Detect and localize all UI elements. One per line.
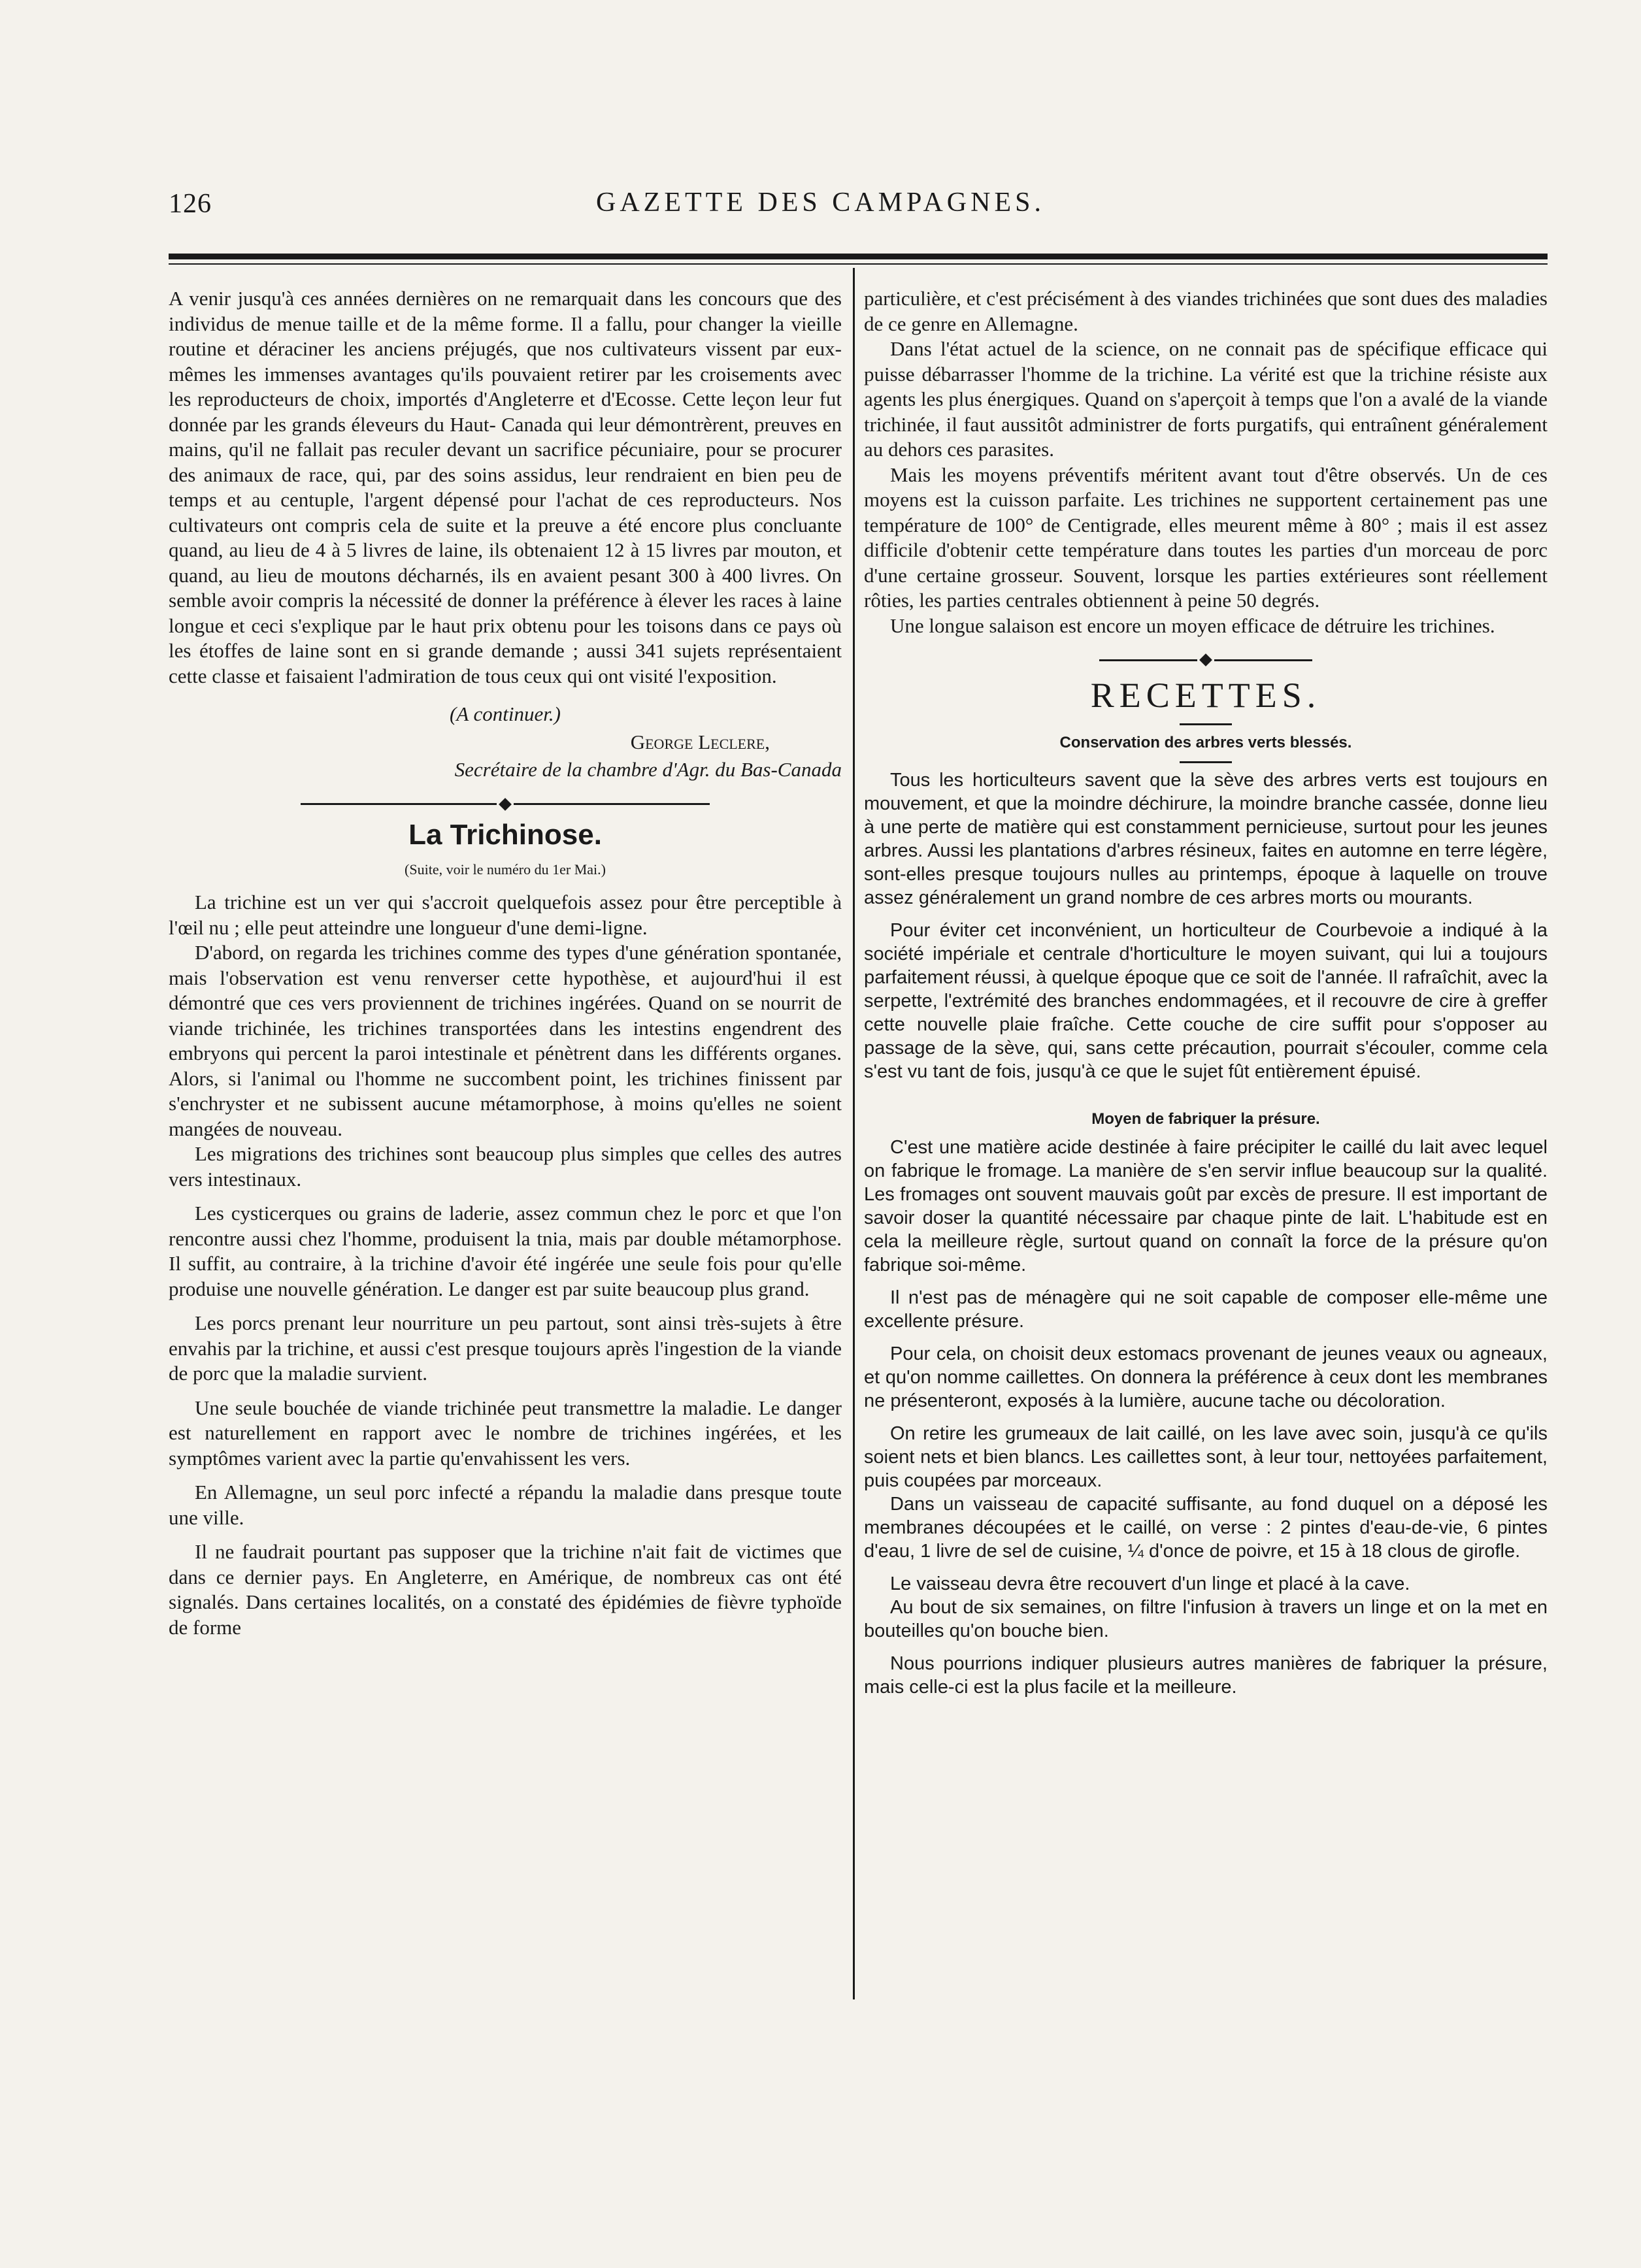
article-title: La Trichinose.	[408, 818, 602, 851]
recipe-paragraph: Tous les horticulteurs savent que la sève des arbres verts est toujours en mouvement, et que la moindre déchirure, la moindre branche cassée, donne lieu à une perte de matière qui est constamment pernicieuse, surtout pour les jeunes arbres. Aussi les plantations d'arbres résineux, faites en automne en terre légère, sont-elles presque toujours nulles au printemps, époque à laquelle on trouve assez généralement un grand nombre de ces arbres morts ou mourants.	[864, 769, 1548, 908]
header-rule-thin	[169, 263, 1548, 265]
article-paragraph: D'abord, on regarda les trichines comme des types d'une génération spontanée, mais l'observation est venu renverser cette hypothèse, et aujourd'hui il est démontré que ces vers proviennent de trichines ingérées. Quand on se nourrit de viande trichinée, les trichines transportées dans les intestins engendrent des embryons qui percent la paroi intestinale et pénètrent dans les différents organes. Alors, si l'animal ou l'homme ne succombent point, les trichines finissent par s'enchryster et ne subissent aucune métamorphose, à moins qu'elles ne soient mangées de nouveau.	[169, 941, 842, 1140]
article-paragraph: La trichine est un ver qui s'accroit quelquefois assez pour être perceptible à l'œil nu ; elle peut atteindre une longueur d'une demi-ligne.	[169, 891, 842, 939]
opening-paragraph: A venir jusqu'à ces années dernières on ne remarquait dans les concours que des individus de menue taille et de la même forme. Il a fallu, pour changer la vieille routine et déraciner les anciens préjugés, que nos cultivateurs vissent par eux-mêmes les immenses avantages qu'ils pouvaient retirer par les croisements avec les reproducteurs de choix, importés d'Angleterre et d'Ecosse. Cette leçon leur fut donnée par les grands éleveurs du Haut- Canada qui leur démontrèrent, preuves en mains, qu'il ne fallait pas reculer devant un sacrifice pécuniaire, pour se procurer des animaux de race, qui, par des soins assidus, leur rendraient en bien peu de temps et au centuple, l'argent dépensé pour l'achat de ces reproducteurs. Nos cultivateurs ont compris cela de suite et la preuve a été encore plus concluante quand, au lieu de 4 à 5 livres de laine, ils obtenaient 12 à 15 livres par mouton, et quand, au lieu de moutons décharnés, ils en avaient pesant 300 à 400 livres. On semble avoir compris la nécessité de donner la préférence à élever les races à laine longue et ceci s'explique par le haut prix obtenu pour les toisons dans ce pays où les étoffes de laine sont en si grande demande ; aussi 341 sujets représentaient cette classe et faisaient l'admiration de tous ceux qui ont visité l'exposition.	[169, 287, 842, 687]
recipe-paragraph: Il n'est pas de ménagère qui ne soit capable de composer elle-même une excellente présure.	[864, 1287, 1548, 1332]
recipe-paragraph: Pour cela, on choisit deux estomacs provenant de jeunes veaux ou agneaux, et qu'on nomme caillettes. On donnera la préférence à ceux dont les membranes ne présenteront, exposés à la lumière, aucune tache ou décoloration.	[864, 1343, 1548, 1411]
article-paragraph: Mais les moyens préventifs méritent avant tout d'être observés. Un de ces moyens est la cuisson parfaite. Les trichines ne supportent certainement pas une température de 100° de Centigrade, elles meurent même à 80° ; mais il est assez difficile d'obtenir cette température dans toutes les parties d'un morceau de porc d'une certaine grosseur. Souvent, lorsque les parties extérieures sont réellement rôties, les parties centrales obtiennent à peine 50 degrés.	[864, 463, 1548, 612]
newspaper-masthead: GAZETTE DES CAMPAGNES.	[596, 188, 1045, 218]
article-note: (Suite, voir le numéro du 1er Mai.)	[405, 861, 606, 878]
article-paragraph: Les porcs prenant leur nourriture un peu partout, sont ainsi très-sujets à être envahis par la trichine, et aussi c'est presque toujours après l'ingestion de la viande de porc que la maladie survient.	[169, 1311, 842, 1385]
article-paragraph: Il ne faudrait pourtant pas supposer que la trichine n'ait fait de victimes que dans ce dernier pays. En Angleterre, en Amérique, de nombreux cas ont été signalés. Dans certaines localités, on a constaté des épidémies de fièvre typhoïde de forme	[169, 1540, 842, 1639]
page-number: 126	[169, 189, 212, 219]
recipe-paragraph: Nous pourrions indiquer plusieurs autres manières de fabriquer la présure, mais celle-ci est la plus facile et la meilleure.	[864, 1653, 1548, 1698]
article-paragraph: Une seule bouchée de viande trichinée peut transmettre la maladie. Le danger est naturellement en rapport avec le nombre de trichines ingérées, et les symptômes varient avec la partie qu'envahissent les vers.	[169, 1396, 842, 1470]
recipe-body	[864, 768, 1548, 1083]
article-paragraph: particulière, et c'est précisément à des viandes trichinées que sont dues des maladies de ce genre en Allemagne.	[864, 287, 1548, 335]
recipe-paragraph: Au bout de six semaines, on filtre l'infusion à travers un linge et on la met en bouteilles qu'on bouche bien.	[864, 1597, 1548, 1641]
right-column	[864, 286, 1548, 1699]
recipe-paragraph: On retire les grumeaux de lait caillé, on les lave avec soin, jusqu'à ce qu'ils soient nets et bien blancs. Les caillettes sont, à leur tour, nettoyées parfaitement, puis coupées par morceaux.	[864, 1423, 1548, 1491]
short-rule	[1180, 723, 1232, 725]
article-paragraph: Les cysticerques ou grains de laderie, assez commun chez le porc et que l'on rencontre aussi chez l'homme, produisent la tnia, mais par double métamorphose. Il suffit, au contraire, à la trichine d'avoir été ingérée une seule fois pour qu'elle produise une nouvelle génération. Le danger est par suite beaucoup plus grand.	[169, 1202, 842, 1300]
left-column	[169, 286, 842, 1640]
section-ornament	[864, 655, 1548, 665]
author-name: George Leclere,	[630, 730, 770, 753]
recipe-paragraph: C'est une matière acide destinée à faire précipiter le caillé du lait avec lequel on fabrique le fromage. La manière de s'en servir influe beaucoup sur la qualité. Les fromages ont souvent mauvais goût par excès de presure. Il est important de savoir doser la quantité nécessaire par chaque pinte de lait. L'habitude est en cela la meilleure règle, surtout quand on connaît la force de la présure qu'on fabrique soi-même.	[864, 1137, 1548, 1275]
article-paragraph: En Allemagne, un seul porc infecté a répandu la maladie dans presque toute une ville.	[169, 1481, 842, 1529]
recipe-paragraph: Pour éviter cet inconvénient, un horticulteur de Courbevoie a indiqué à la société impériale et centrale d'horticulture le moyen suivant, qui lui a toujours parfaitement réussi, à quelque époque que ce soit de l'année. Il rafraîchit, avec la serpette, l'extrémité des branches endommagées, et il recouvre de cire à greffer cette nouvelle plaie fraîche. Cette couche de cire suffit pour s'opposer au passage de la sève, qui, sans cette précaution, pourrait s'écouler, comme cela s'est vu tant de fois, jusqu'à ce que le sujet fût entièrement épuisé.	[864, 919, 1548, 1082]
recipe-body	[864, 1136, 1548, 1699]
recipe-title: Conservation des arbres verts blessés.	[1059, 734, 1352, 751]
article-paragraph: Dans l'état actuel de la science, on ne connait pas de spécifique efficace qui puisse débarrasser l'homme de la trichine. La vérité est que la trichine résiste aux agents les plus énergiques. Quand on s'aperçoit à temps que l'on a avalé de la viande trichinée, il faut aussitôt administrer de forts purgatifs, qui entraînent généralement au dehors ces parasites.	[864, 337, 1548, 461]
author-role: Secrétaire de la chambre d'Agr. du Bas-Canada	[454, 758, 842, 781]
section-ornament	[169, 800, 842, 809]
article-paragraph: Les migrations des trichines sont beaucoup plus simples que celles des autres vers intestinaux.	[169, 1142, 842, 1191]
recettes-title: RECETTES.	[1090, 676, 1321, 715]
recipe-paragraph: Dans un vaisseau de capacité suffisante, au fond duquel on a déposé les membranes découpées et le caillé, on verse : 2 pintes d'eau-de-vie, 6 pintes d'eau, 1 livre de sel de cuisine, ¼ d'once de poivre, et 15 à 18 clous de girofle.	[864, 1494, 1548, 1562]
recipe-title: Moyen de fabriquer la présure.	[1091, 1109, 1320, 1128]
short-rule	[1180, 761, 1232, 763]
article-paragraph: Une longue salaison est encore un moyen efficace de détruire les trichines.	[890, 614, 1495, 637]
recipe-paragraph: Le vaisseau devra être recouvert d'un linge et placé à la cave.	[890, 1573, 1410, 1594]
header-rule-thick	[169, 254, 1548, 259]
to-be-continued: (A continuer.)	[450, 702, 561, 725]
signoff	[169, 702, 842, 783]
column-divider	[853, 268, 855, 1999]
